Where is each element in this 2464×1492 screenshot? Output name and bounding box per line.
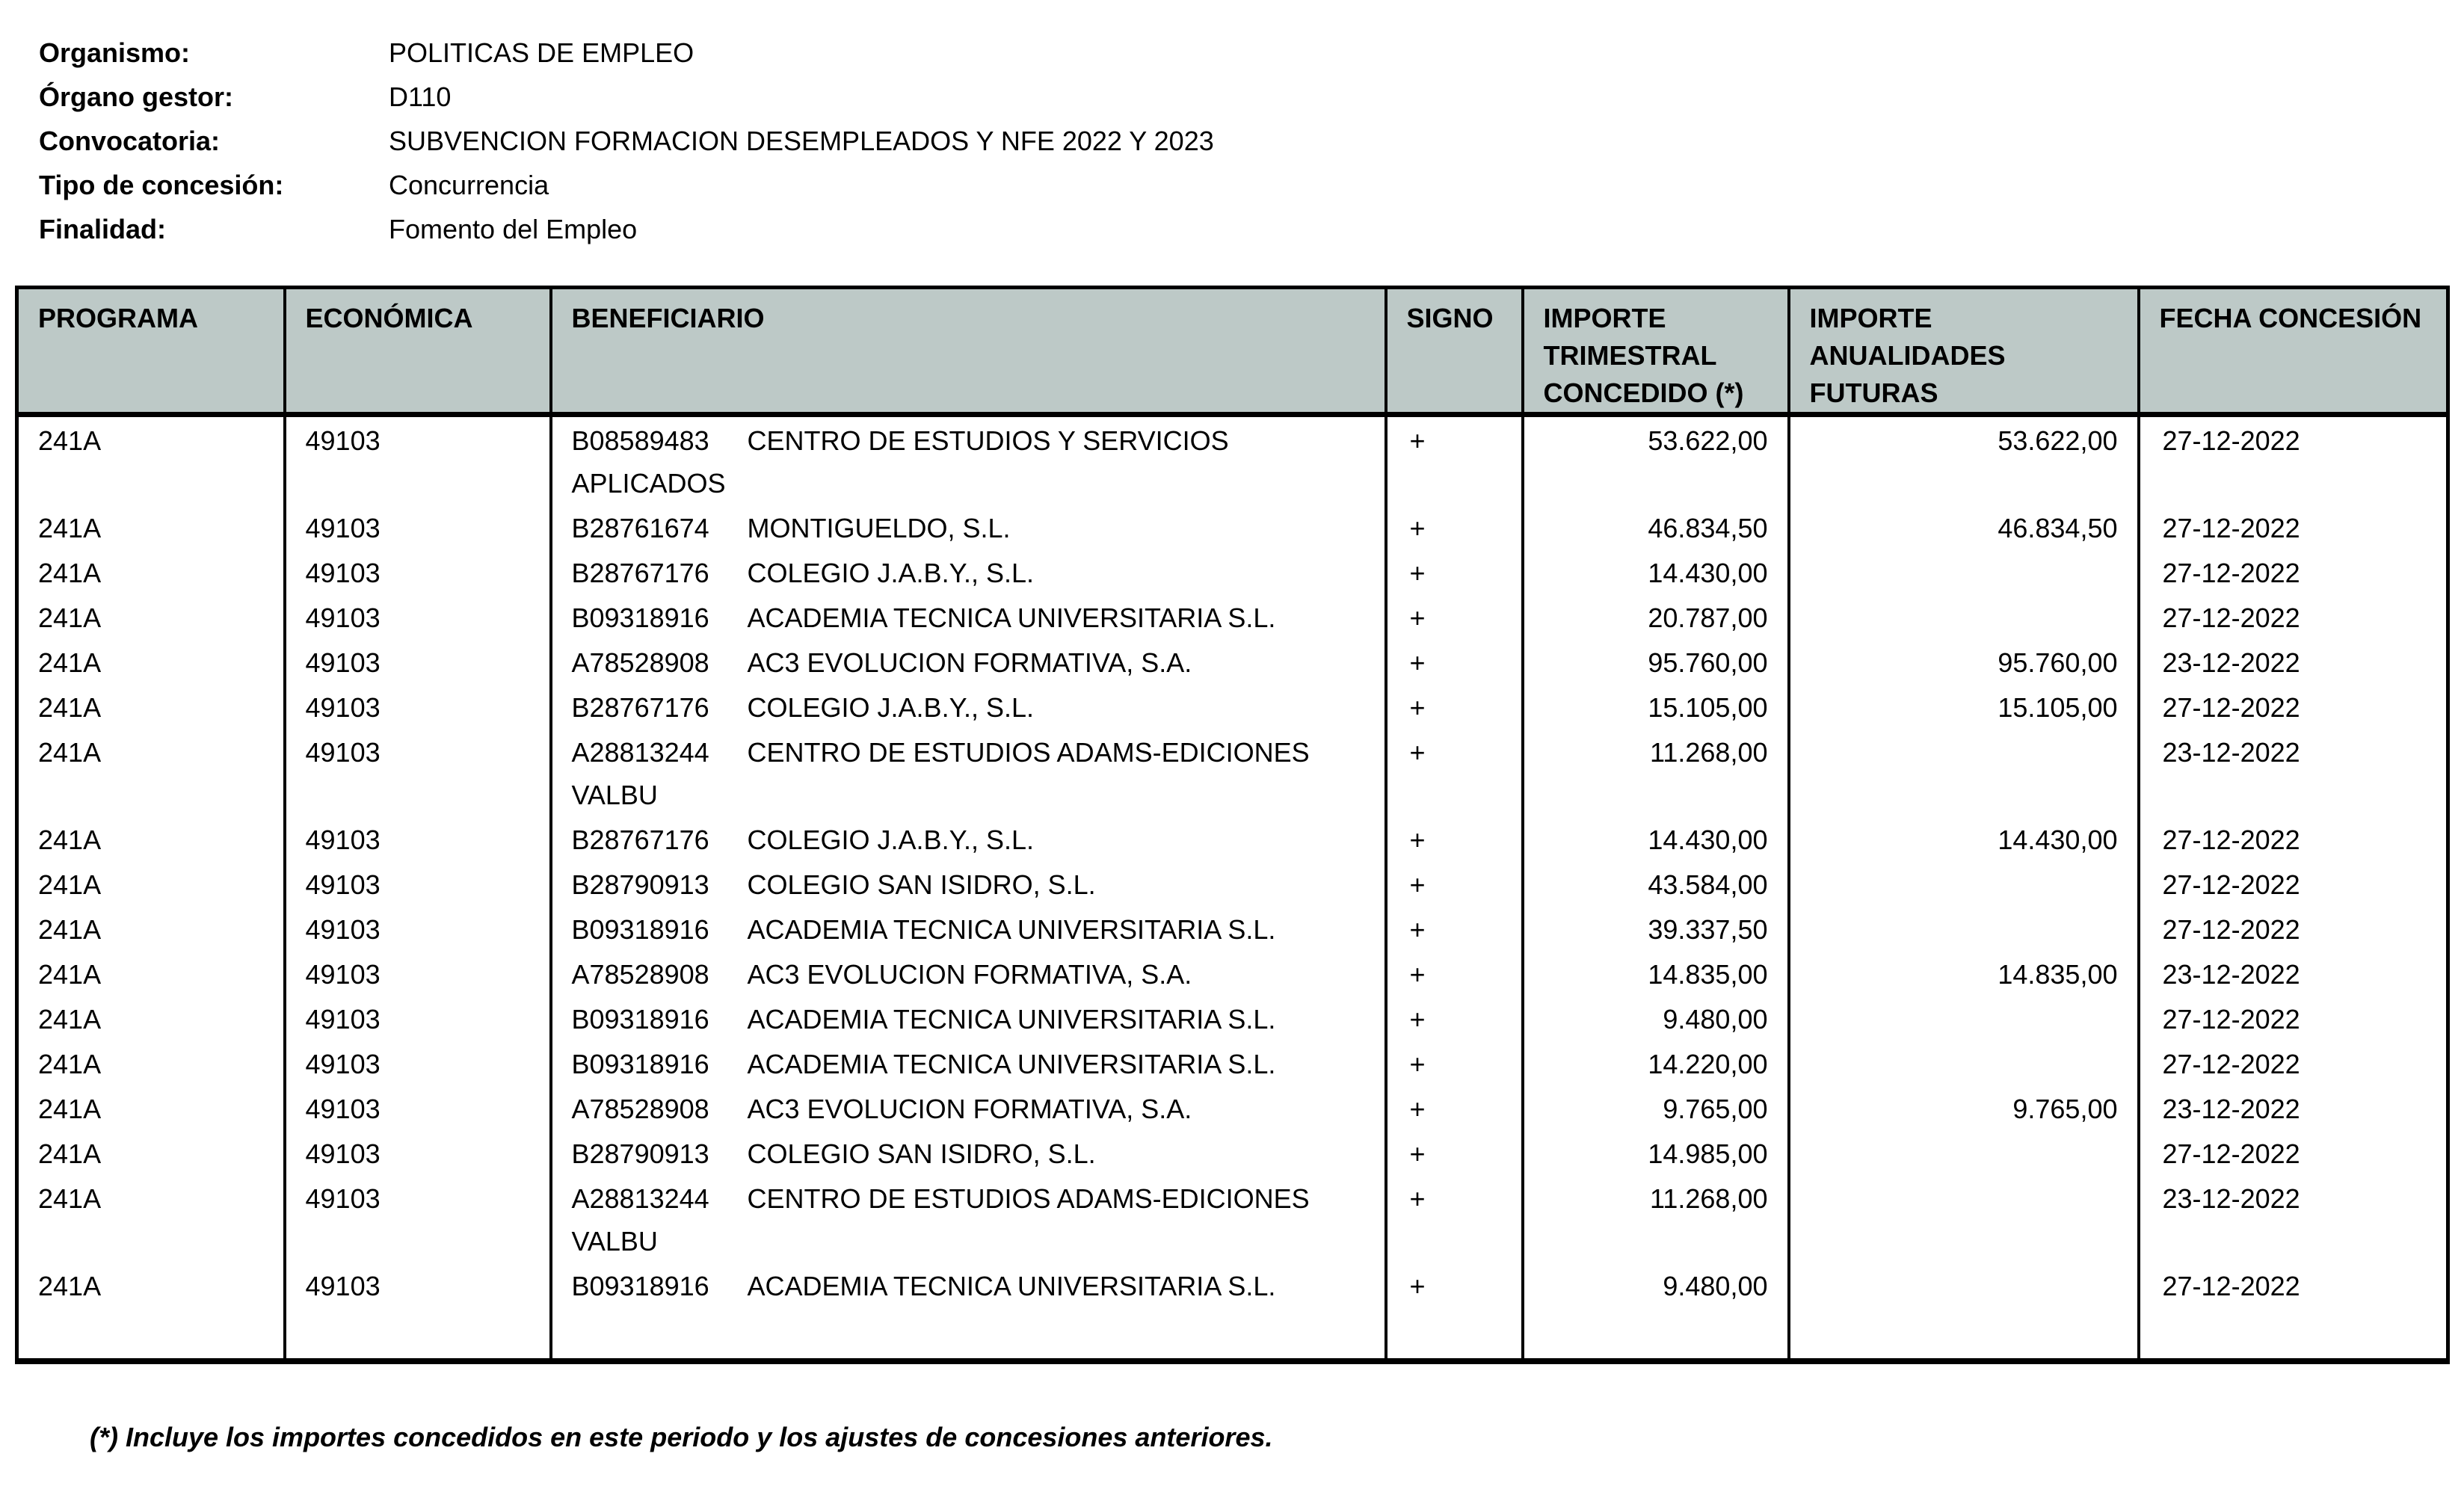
cell-programa: 241A — [17, 1263, 285, 1307]
cell-beneficiario — [551, 1263, 1386, 1307]
cell-economica: 49103 — [285, 1130, 551, 1175]
cell-fecha-concesion: 27-12-2022 — [2162, 1271, 2300, 1301]
convocatoria-label: Convocatoria: — [39, 126, 221, 156]
cell-signo: + — [1386, 1175, 1523, 1263]
cell-importe-anualidades: 9.765,00 — [1789, 1085, 2139, 1130]
cell-importe-anualidades: 14.430,00 — [1789, 816, 2139, 861]
cell-importe-trimestral: 14.985,00 — [1523, 1130, 1789, 1175]
cell-importe-trimestral: 14.220,00 — [1523, 1041, 1789, 1085]
beneficiario-nif: A78528908 — [571, 1094, 709, 1124]
table-row — [17, 1130, 2448, 1175]
cell-importe-trimestral: 20.787,00 — [1523, 594, 1789, 639]
table-row — [17, 549, 2448, 594]
cell-beneficiario — [551, 684, 1386, 729]
beneficiario-name: CENTRO DE ESTUDIOS ADAMS-EDICIONES VALBU — [571, 737, 1310, 810]
table-row — [17, 996, 2448, 1041]
empty-cell — [551, 1307, 1386, 1361]
cell-importe-trimestral: 53.622,00 — [1523, 415, 1789, 505]
cell-fecha-concesion: 27-12-2022 — [2162, 1049, 2300, 1079]
cell-importe-anualidades: 53.622,00 — [1789, 415, 2139, 505]
cell-beneficiario — [551, 906, 1386, 951]
info-row-convocatoria — [39, 126, 1214, 170]
cell-programa: 241A — [17, 415, 285, 505]
cell-importe-trimestral: 39.337,50 — [1523, 906, 1789, 951]
cell-beneficiario — [551, 639, 1386, 684]
beneficiario-name: MONTIGUELDO, S.L. — [747, 513, 1011, 543]
cell-fecha-concesion: 23-12-2022 — [2162, 1094, 2300, 1124]
cell-beneficiario — [551, 1130, 1386, 1175]
beneficiario-nif: B09318916 — [571, 1049, 709, 1079]
cell-importe-trimestral: 14.835,00 — [1523, 951, 1789, 996]
column-header-economica: ECONÓMICA — [285, 288, 551, 415]
beneficiario-nif: B09318916 — [571, 1004, 709, 1035]
table-row — [17, 1175, 2448, 1263]
cell-importe-anualidades — [1789, 861, 2139, 906]
empty-cell — [1789, 1307, 2139, 1361]
cell-beneficiario — [551, 1175, 1386, 1263]
cell-importe-anualidades: 95.760,00 — [1789, 639, 2139, 684]
cell-signo: + — [1386, 549, 1523, 594]
organismo-value: POLITICAS DE EMPLEO — [389, 37, 694, 68]
cell-signo: + — [1386, 639, 1523, 684]
cell-programa: 241A — [17, 684, 285, 729]
table-row — [17, 816, 2448, 861]
info-row-organo-gestor — [39, 81, 1214, 126]
beneficiario-nif: A78528908 — [571, 959, 709, 990]
cell-fecha-concesion: 27-12-2022 — [2162, 425, 2300, 456]
beneficiario-nif: B08589483 — [571, 425, 709, 456]
cell-beneficiario — [551, 505, 1386, 549]
beneficiario-nif: B28767176 — [571, 692, 709, 723]
finalidad-value: Fomento del Empleo — [389, 214, 638, 244]
beneficiario-nif: B28790913 — [571, 869, 709, 900]
cell-fecha-concesion: 27-12-2022 — [2162, 824, 2300, 855]
cell-fecha-concesion: 27-12-2022 — [2162, 558, 2300, 588]
cell-beneficiario — [551, 1041, 1386, 1085]
table-row — [17, 1085, 2448, 1130]
organo-gestor-value: D110 — [389, 81, 452, 112]
cell-importe-trimestral: 9.480,00 — [1523, 996, 1789, 1041]
cell-economica: 49103 — [285, 729, 551, 816]
empty-cell — [285, 1307, 551, 1361]
beneficiario-name: ACADEMIA TECNICA UNIVERSITARIA S.L. — [747, 1271, 1276, 1301]
footnote: (*) Incluye los importes concedidos en este periodo y los ajustes de concesiones anteriores. — [90, 1422, 1273, 1452]
cell-economica: 49103 — [285, 549, 551, 594]
cell-importe-trimestral: 15.105,00 — [1523, 684, 1789, 729]
cell-programa: 241A — [17, 594, 285, 639]
cell-signo: + — [1386, 729, 1523, 816]
cell-importe-trimestral: 11.268,00 — [1523, 729, 1789, 816]
cell-economica: 49103 — [285, 505, 551, 549]
convocatoria-value: SUBVENCION FORMACION DESEMPLEADOS Y NFE 2022 Y 2023 — [389, 126, 1214, 156]
cell-fecha-concesion: 27-12-2022 — [2162, 513, 2300, 543]
cell-importe-trimestral: 43.584,00 — [1523, 861, 1789, 906]
beneficiario-nif: B28767176 — [571, 824, 709, 855]
cell-importe-anualidades — [1789, 1175, 2139, 1263]
cell-signo: + — [1386, 1085, 1523, 1130]
cell-fecha-concesion: 27-12-2022 — [2162, 692, 2300, 723]
beneficiario-nif: B28761674 — [571, 513, 709, 543]
cell-programa: 241A — [17, 996, 285, 1041]
beneficiario-nif: A28813244 — [571, 1183, 709, 1214]
cell-importe-trimestral: 9.765,00 — [1523, 1085, 1789, 1130]
cell-importe-trimestral: 14.430,00 — [1523, 549, 1789, 594]
cell-signo: + — [1386, 594, 1523, 639]
table-row — [17, 684, 2448, 729]
cell-economica: 49103 — [285, 861, 551, 906]
table-row — [17, 415, 2448, 505]
beneficiario-name: AC3 EVOLUCION FORMATIVA, S.A. — [747, 647, 1192, 678]
beneficiario-name: COLEGIO SAN ISIDRO, S.L. — [747, 1138, 1096, 1169]
cell-beneficiario — [551, 996, 1386, 1041]
cell-signo: + — [1386, 816, 1523, 861]
beneficiario-name: CENTRO DE ESTUDIOS Y SERVICIOS APLICADOS — [571, 425, 1229, 499]
finalidad-label: Finalidad: — [39, 214, 166, 244]
cell-programa: 241A — [17, 505, 285, 549]
cell-economica: 49103 — [285, 1041, 551, 1085]
cell-beneficiario — [551, 729, 1386, 816]
beneficiario-name: ACADEMIA TECNICA UNIVERSITARIA S.L. — [747, 602, 1276, 633]
cell-importe-trimestral: 9.480,00 — [1523, 1263, 1789, 1307]
beneficiario-name: COLEGIO J.A.B.Y., S.L. — [747, 692, 1034, 723]
cell-signo: + — [1386, 684, 1523, 729]
empty-cell — [17, 1307, 285, 1361]
table-row — [17, 729, 2448, 816]
cell-importe-anualidades: 46.834,50 — [1789, 505, 2139, 549]
table-row — [17, 1041, 2448, 1085]
beneficiario-nif: B09318916 — [571, 1271, 709, 1301]
cell-fecha-concesion: 23-12-2022 — [2162, 1183, 2300, 1214]
empty-cell — [1523, 1307, 1789, 1361]
cell-importe-anualidades — [1789, 906, 2139, 951]
cell-importe-trimestral: 11.268,00 — [1523, 1175, 1789, 1263]
empty-spacer-row — [17, 1307, 2448, 1361]
cell-programa: 241A — [17, 861, 285, 906]
cell-economica: 49103 — [285, 816, 551, 861]
cell-signo: + — [1386, 996, 1523, 1041]
column-header-signo: SIGNO — [1386, 288, 1523, 415]
cell-importe-anualidades: 14.835,00 — [1789, 951, 2139, 996]
table-row — [17, 639, 2448, 684]
tipo-concesion-label: Tipo de concesión: — [39, 170, 284, 200]
cell-signo: + — [1386, 951, 1523, 996]
column-header-fecha-concesion: FECHA CONCESIÓN — [2139, 288, 2448, 415]
cell-economica: 49103 — [285, 594, 551, 639]
cell-programa: 241A — [17, 729, 285, 816]
beneficiario-nif: B28767176 — [571, 558, 709, 588]
cell-fecha-concesion: 27-12-2022 — [2162, 914, 2300, 945]
beneficiario-name: ACADEMIA TECNICA UNIVERSITARIA S.L. — [747, 914, 1276, 945]
table-body — [17, 415, 2448, 1362]
table-row — [17, 1263, 2448, 1307]
cell-signo: + — [1386, 415, 1523, 505]
column-header-beneficiario: BENEFICIARIO — [551, 288, 1386, 415]
cell-importe-trimestral: 95.760,00 — [1523, 639, 1789, 684]
beneficiario-name: COLEGIO J.A.B.Y., S.L. — [747, 824, 1034, 855]
column-header-importe-trimestral: IMPORTE TRIMESTRAL CONCEDIDO (*) — [1523, 288, 1789, 415]
beneficiario-name: COLEGIO SAN ISIDRO, S.L. — [747, 869, 1096, 900]
cell-signo: + — [1386, 505, 1523, 549]
cell-importe-trimestral: 46.834,50 — [1523, 505, 1789, 549]
beneficiario-name: AC3 EVOLUCION FORMATIVA, S.A. — [747, 1094, 1192, 1124]
beneficiario-nif: A78528908 — [571, 647, 709, 678]
beneficiario-name: ACADEMIA TECNICA UNIVERSITARIA S.L. — [747, 1049, 1276, 1079]
cell-programa: 241A — [17, 816, 285, 861]
cell-economica: 49103 — [285, 1263, 551, 1307]
cell-signo: + — [1386, 861, 1523, 906]
organismo-label: Organismo: — [39, 37, 191, 68]
header-row — [17, 288, 2448, 415]
info-row-finalidad — [39, 214, 1214, 258]
table-row — [17, 505, 2448, 549]
cell-importe-anualidades — [1789, 1130, 2139, 1175]
cell-beneficiario — [551, 1085, 1386, 1130]
cell-programa: 241A — [17, 549, 285, 594]
cell-economica: 49103 — [285, 996, 551, 1041]
cell-importe-anualidades — [1789, 1263, 2139, 1307]
cell-fecha-concesion: 23-12-2022 — [2162, 959, 2300, 990]
cell-economica: 49103 — [285, 951, 551, 996]
info-row-organismo — [39, 37, 1214, 81]
cell-programa: 241A — [17, 1175, 285, 1263]
cell-beneficiario — [551, 549, 1386, 594]
column-header-programa: PROGRAMA — [17, 288, 285, 415]
cell-beneficiario — [551, 415, 1386, 505]
cell-fecha-concesion: 23-12-2022 — [2162, 647, 2300, 678]
cell-beneficiario — [551, 951, 1386, 996]
cell-beneficiario — [551, 816, 1386, 861]
cell-programa: 241A — [17, 639, 285, 684]
beneficiario-name: CENTRO DE ESTUDIOS ADAMS-EDICIONES VALBU — [571, 1183, 1310, 1257]
cell-signo: + — [1386, 1130, 1523, 1175]
beneficiario-nif: A28813244 — [571, 737, 709, 768]
cell-economica: 49103 — [285, 1085, 551, 1130]
cell-economica: 49103 — [285, 906, 551, 951]
table-row — [17, 594, 2448, 639]
cell-importe-trimestral: 14.430,00 — [1523, 816, 1789, 861]
cell-importe-anualidades — [1789, 594, 2139, 639]
cell-fecha-concesion: 27-12-2022 — [2162, 869, 2300, 900]
beneficiario-name: COLEGIO J.A.B.Y., S.L. — [747, 558, 1034, 588]
empty-cell — [2139, 1307, 2448, 1361]
cell-importe-anualidades — [1789, 996, 2139, 1041]
info-row-tipo-concesion — [39, 170, 1214, 214]
cell-programa: 241A — [17, 1085, 285, 1130]
table-header — [17, 288, 2448, 415]
beneficiario-nif: B09318916 — [571, 914, 709, 945]
cell-programa: 241A — [17, 906, 285, 951]
cell-signo: + — [1386, 1041, 1523, 1085]
cell-economica: 49103 — [285, 1175, 551, 1263]
beneficiario-nif: B28790913 — [571, 1138, 709, 1169]
cell-fecha-concesion: 27-12-2022 — [2162, 1138, 2300, 1169]
column-header-importe-anualidades: IMPORTE ANUALIDADES FUTURAS — [1789, 288, 2139, 415]
grants-table — [15, 286, 2450, 1364]
cell-fecha-concesion: 23-12-2022 — [2162, 737, 2300, 768]
table-row — [17, 951, 2448, 996]
beneficiario-name: ACADEMIA TECNICA UNIVERSITARIA S.L. — [747, 1004, 1276, 1035]
cell-signo: + — [1386, 906, 1523, 951]
cell-programa: 241A — [17, 951, 285, 996]
cell-programa: 241A — [17, 1130, 285, 1175]
cell-beneficiario — [551, 861, 1386, 906]
cell-importe-anualidades — [1789, 1041, 2139, 1085]
cell-importe-anualidades — [1789, 729, 2139, 816]
beneficiario-nif: B09318916 — [571, 602, 709, 633]
beneficiario-name: AC3 EVOLUCION FORMATIVA, S.A. — [747, 959, 1192, 990]
cell-fecha-concesion: 27-12-2022 — [2162, 602, 2300, 633]
cell-signo: + — [1386, 1263, 1523, 1307]
cell-economica: 49103 — [285, 639, 551, 684]
organo-gestor-label: Órgano gestor: — [39, 81, 234, 112]
empty-cell — [1386, 1307, 1523, 1361]
table-row — [17, 861, 2448, 906]
tipo-concesion-value: Concurrencia — [389, 170, 549, 200]
cell-economica: 49103 — [285, 684, 551, 729]
cell-programa: 241A — [17, 1041, 285, 1085]
table-row — [17, 906, 2448, 951]
cell-importe-anualidades — [1789, 549, 2139, 594]
cell-importe-anualidades: 15.105,00 — [1789, 684, 2139, 729]
cell-economica: 49103 — [285, 415, 551, 505]
cell-fecha-concesion: 27-12-2022 — [2162, 1004, 2300, 1035]
cell-beneficiario — [551, 594, 1386, 639]
document-info-block — [39, 37, 1214, 258]
